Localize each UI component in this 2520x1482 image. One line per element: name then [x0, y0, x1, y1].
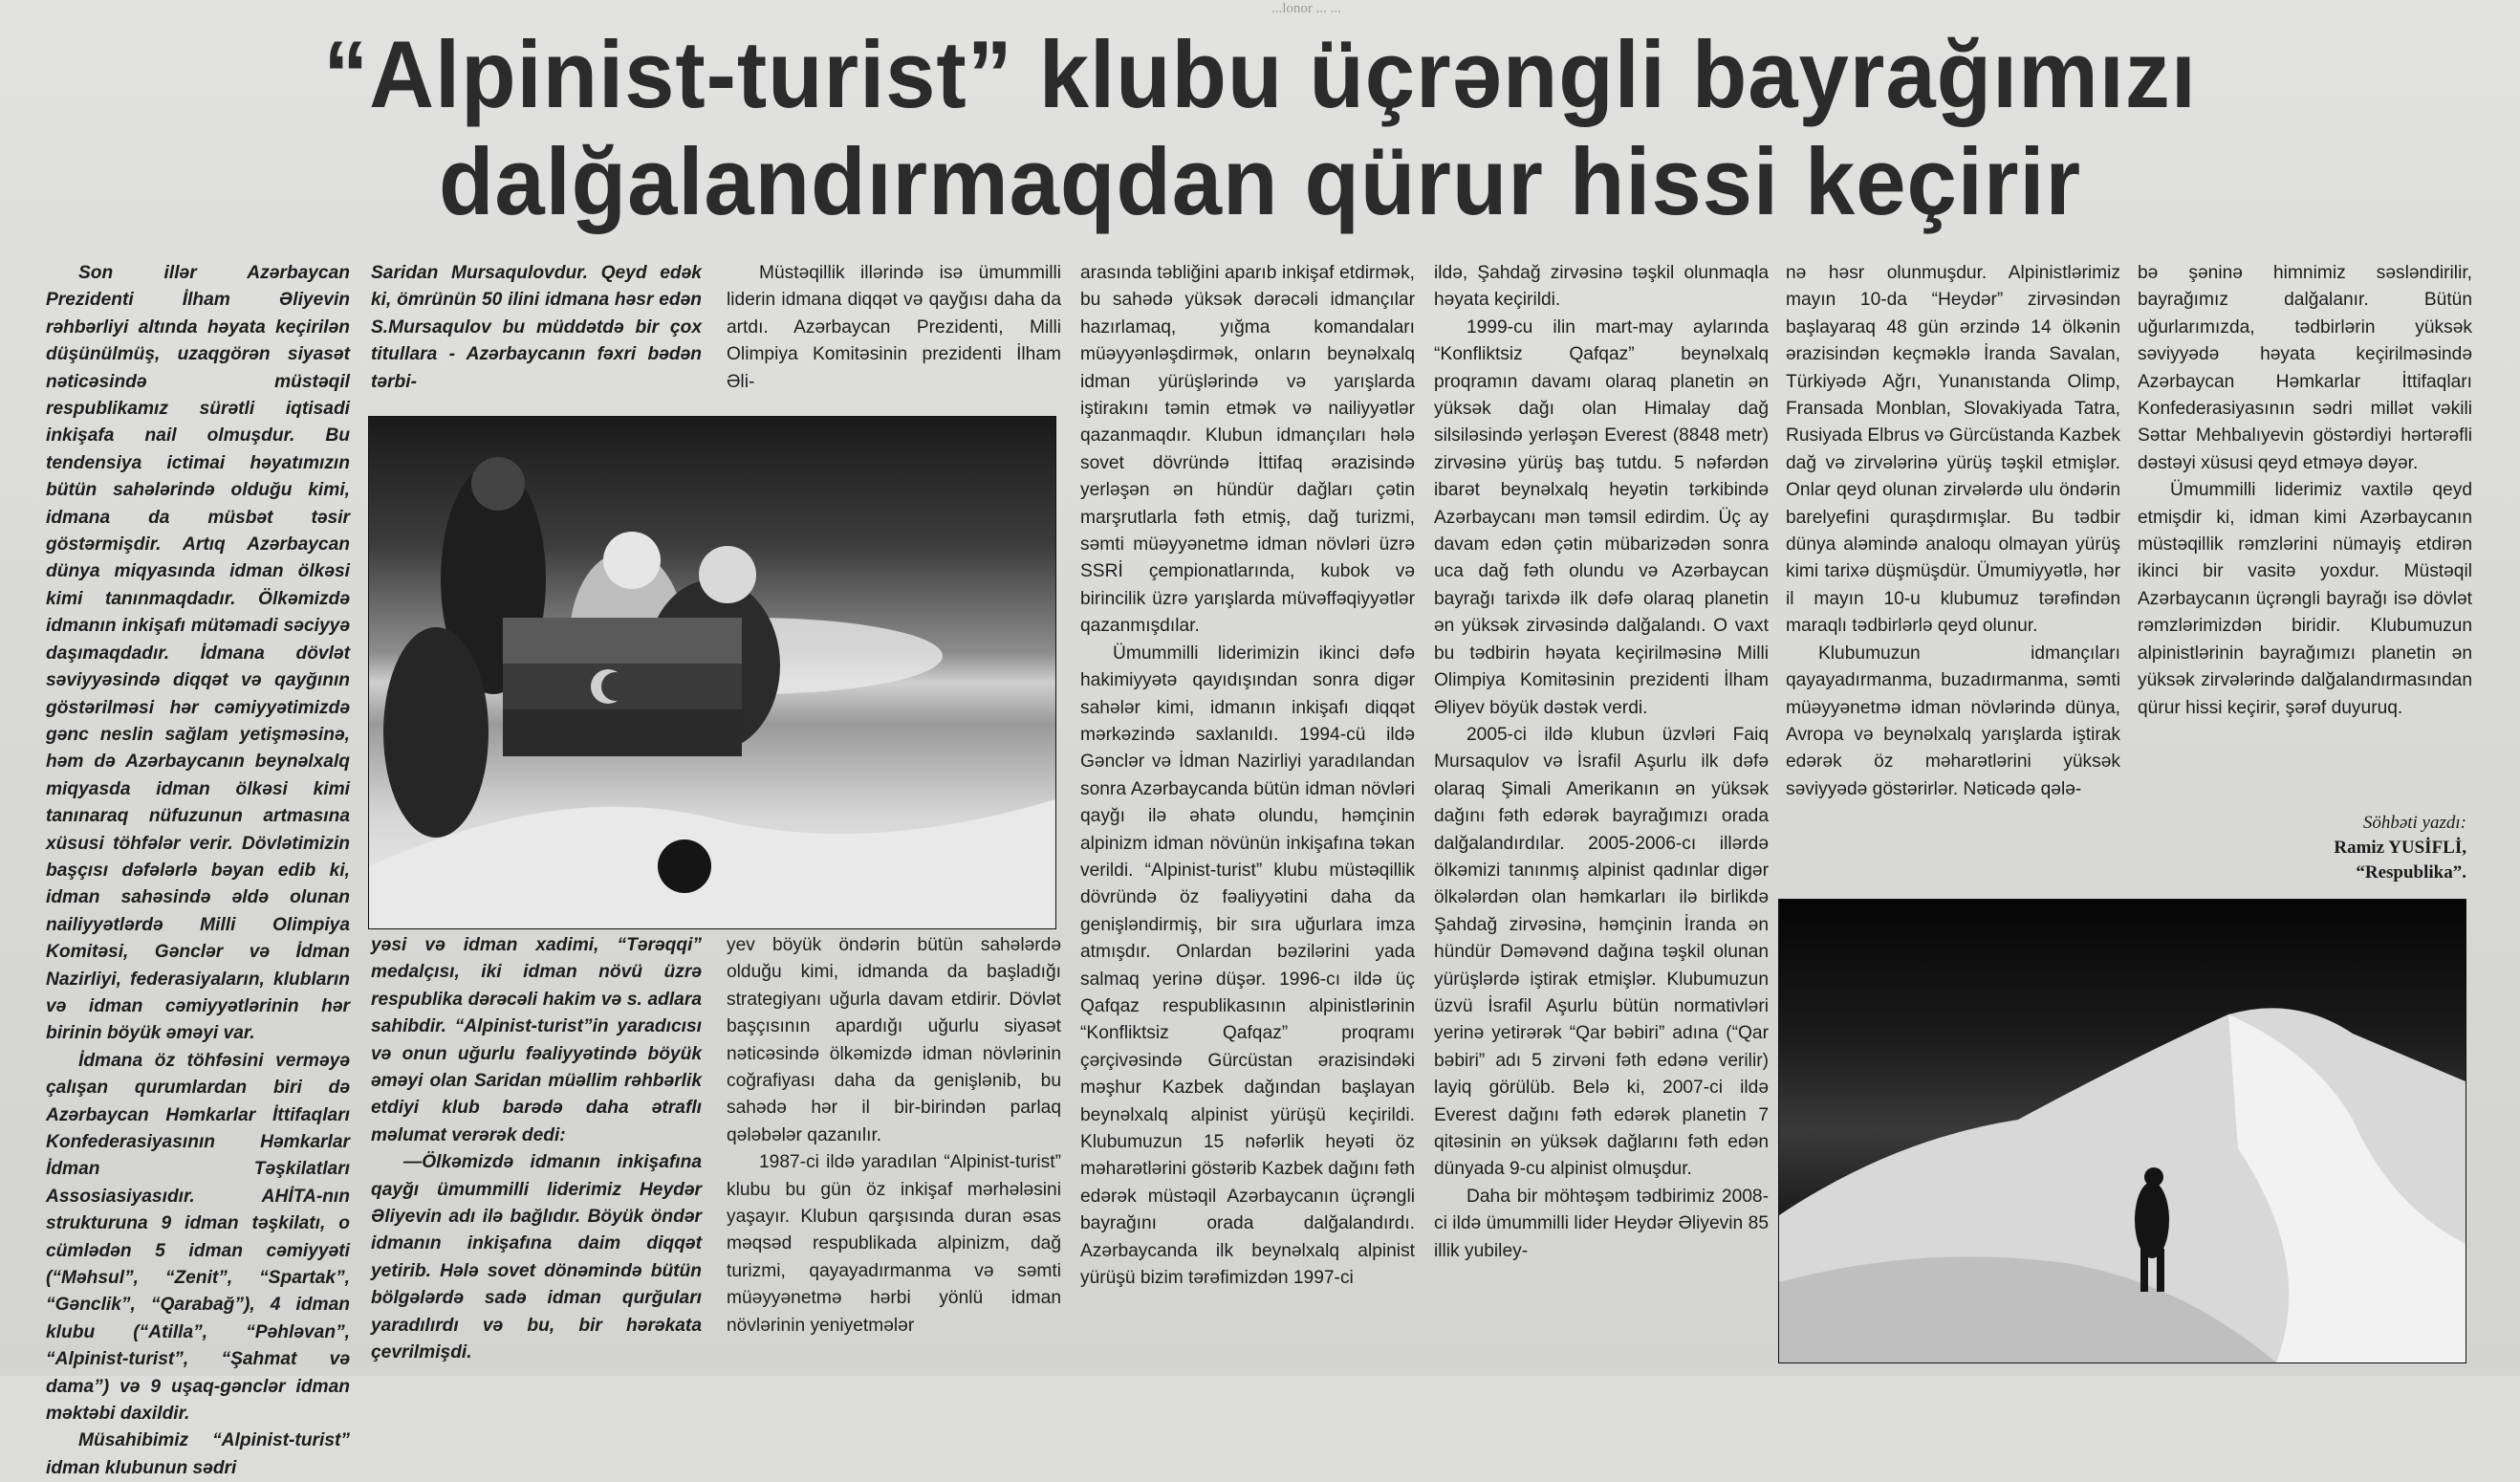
- paragraph: 2005-ci ildə klubun üzvləri Faiq Mursaqulov və İsrafil Aşurlu ilk dəfə olaraq Şimali Amerikanın ən yüksək dağını fəth edərək bayrağımızı orada dalğalandırdılar. 2005-2006-cı illərdə ölkəmizi tanınmış alpinist qadınlar digər ölkələrdən olan həmkarları ilə birlikdə Şahdağ zirvəsinə, həmçinin İranda ən hündür Dəməvənd dağına təşkil olunan yürüşlərdə iştirak etmişlər. Klubumuzun üzvü İsrafil Aşurlu bütün normativləri yerinə yetirərək “Qar bəbiri” adına (“Qar bəbiri” adı 5 zirvəni fəth edənə verilir) layiq görülüb. Belə ki, 2007-ci ildə Everest dağını fəth edərək planetin 7 qitəsinin ən yüksək dağlarını fəth edən dünyada 9-cu alpinist olmuşdur.: [1434, 724, 1769, 1180]
- headline-line-2: dalğalandırmaqdan qürur hissi keçirir: [438, 128, 2082, 234]
- paragraph: Müstəqillik illərində isə ümummilli liderin idmana diqqət və qayğısı daha da artdı. Azərbaycan Prezidenti, Milli Olimpiya Komitəsinin prezidenti İlham Əli-: [727, 263, 1061, 392]
- paragraph: Ümummilli liderimizin ikinci dəfə hakimiyyətə qayıdışından sonra digər sahələr kimi, idmanın inkişafı diqqət mərkəzində saxlanıldı. 1994-cü ildə Gənclər və İdman Nazirliyi yaradılandan sonra Azərbaycanda bütün idman növləri qayğı ilə əhatə olundu, həmçinin alpinizm idman növünün inkişafına təkan verildi. “Alpinist-turist” klubu müstəqillik dövründə öz fəaliyyətini daha da genişləndirmiş, bir sıra uğurlara imza atmışdır. Onlardan bəzilərini yada salmaq yerinə düşər. 1996-cı ildə üç Qafqaz respublikasının alpinistlərinin “Konfliktsiz Qafqaz” proqramı çərçivəsində Gürcüstan ərazisindəki məşhur Kazbek dağından başlayan beynəlxalq alpinist yürüşü keçirildi. Klubumuzun 15 nəfərlik heyəti öz məharətlərini göstərib Kazbek dağını fəth edərək müstəqil Azərbaycanın üçrəngli bayrağını orada dalğalandırdı. Azərbaycanda ilk beynəlxalq alpinist yürüşü bizim tərəfimizdən 1997-ci: [1080, 643, 1415, 1289]
- headline-line-1: “Alpinist-turist” klubu üçrəngli bayrağımızı: [323, 21, 2197, 127]
- paragraph: —Ölkəmizdə idmanın inkişafına qayğı ümummilli liderimiz Heydər Əliyevin adı ilə bağlıdır. Böyük öndər idmanın inkişafına daim diqqət yetirib. Hələ sovet dönəmində bütün bölgələrdə sadə idman qurğuları yaradılırdı və bu, bir hərəkata çevrilmişdi.: [371, 1152, 702, 1363]
- paragraph: Ümummilli liderimiz vaxtilə qeyd etmişdir ki, idman kimi Azərbaycanın müstəqillik rəmzlərini nümayiş etdirən ikinci bir vasitə yoxdur. Müstəqil Azərbaycanın üçrəngli bayrağı isə dövlət rəmzlərimizdən biridir. Klubumuzun alpinistlərinin bayrağımızı planetin ən yüksək zirvələrində dalğalandırmasından qürur hissi keçirir, şərəf duyuruq.: [2138, 480, 2472, 718]
- paragraph: 1999-cu ilin mart-may aylarında “Konfliktsiz Qafqaz” beynəlxalq proqramın davamı olaraq planetin ən yüksək dağı olan Himalay dağ silsiləsində yerləşən Everest (8848 metr) zirvəsinə yürüş baş tutdu. 5 nəfərdən ibarət beynəlxalq heyətin tərkibində Azərbaycanı mən təmsil edirdim. Üç ay davam edən çətin mübarizədən sonra uca dağ fəth olundu və Azərbaycan bayrağı tarixdə ilk dəfə olaraq planetin ən yüksək zirvəsində dalğalandı. O vaxt bu tədbirin həyata keçirilməsinə Milli Olimpiya Komitəsinin prezidenti İlham Əliyev böyük dəstək verdi.: [1434, 316, 1769, 718]
- column-7: [2138, 260, 2472, 805]
- column-2-bottom: [371, 932, 702, 1362]
- paragraph: 1987-ci ildə yaradılan “Alpinist-turist” klubu bu gün öz inkişaf mərhələsini yaşayır. Klubun qarşısında duran əsas məqsəd respublikada alpinizm, dağ turizmi, qayayadırmanma və səmti müəyyənetmə hərbi yönlü idman növlərinin yeniyetmələr: [727, 1152, 1061, 1336]
- paragraph-text: Qeyd edək ki, ömrünün 50 ilini idmana həsr edən S.Mursaqulov bu müddətdə bir çox titullara - Azərbaycanın fəxri bədən tərbi-: [371, 263, 702, 392]
- column-2-top: [371, 260, 702, 394]
- paragraph: bə şəninə himnimiz səsləndirilir, bayrağımız dalğalanır. Bütün uğurlarımızda, tədbirlərin yüksək səviyyədə həyata keçirilməsində Azərbaycan Həmkarlar İttifaqları Konfederasiyasının sədri millət vəkili Səttar Mehbalıyevin göstərdiyi hərtərəfli dəstəyi xüsusi qeyd etməyə dəyər.: [2138, 263, 2472, 473]
- paragraph: arasında təbliğini aparıb inkişaf etdirmək, bu sahədə yüksək dərəcəli idmançılar hazırlamaq, yığma komandaları müəyyənləşdirmək, onların beynəlxalq idman yürüşlərində və yarışlarda iştirakını təmin etmək və nailiyyətlər qazanmaqdır. Klubun idmançıları hələ sovet dövründə İttifaq ərazisində yerləşən ən hündür dağları çətin marşrutlarla fəth etmiş, dağ turizmi, səmti müəyyənetmə idman növləri üzrə SSRİ çempionatlarında, kubok və birincilik üzrə yarışlarda müvəffəqiyyətlər qazanmışdılar.: [1080, 263, 1415, 637]
- paragraph: Müsahibimiz “Alpinist-turist” idman klubunun sədri: [46, 1430, 350, 1478]
- photo-illustration: [1779, 900, 2466, 1362]
- bleed-through-text: ...lonor ... ...: [1271, 1, 1341, 16]
- paragraph: Son illər Azərbaycan Prezidenti İlham Əliyevin rəhbərliyi altında həyata keçirilən düşünülmüş, uzaqgörən siyasət nəticəsində müstəqil respublikamız sürətli iqtisadi inkişafa nail olmuşdur. Bu tendensiya ictimai həyatımızın bütün sahələrində olduğu kimi, idmana da müsbət təsir göstərmişdir. Artıq Azərbaycan dünya miqyasında idman ölkəsi kimi tanınmaqdadır. Ölkəmizdə idmanın inkişafı mütəmadi səciyyə daşımaqdadır. İdmana dövlət səviyyəsində diqqət və qayğının göstərilməsi hər cəmiyyətimizdə gənc neslin sağlam yetişməsinə, həm də Azərbaycanın beynəlxalq miqyasda idman ölkəsi kimi tanınaraq nüfuzunun artmasına xüsusi töhfələr verir. Dövlətimizin başçısı dəfələrlə bəyan edib ki, idman sahəsində əldə olunan nailiyyətlərdə Milli Olimpiya Komitəsi, Gənclər və İdman Nazirliyi, federasiyaların, klubların və idman cəmiyyətlərinin hər birinin böyük əməyi var.: [46, 263, 350, 1044]
- paragraph: [371, 260, 702, 396]
- paragraph: Daha bir möhtəşəm tədbirimiz 2008-ci ildə ümummilli lider Heydər Əliyevin 85 illik yubiley-: [1434, 1186, 1769, 1261]
- paragraph: yev böyük öndərin bütün sahələrdə olduğu kimi, idmanda da başladığı strategiyanı uğurla davam etdirir. Dövlət başçısının apardığı uğurlu siyasət nəticəsində ölkəmizdə idman növlərinin coğrafiyası daha da genişlənib, bu sahədə hər il bir-birindən parlaq qələbələr qazanılır.: [727, 935, 1061, 1145]
- paragraph: Klubumuzun idmançıları qayayadırmanma, buzadırmanma, səmti müəyyənetmə idman növlərində dünya, Avropa və beynəlxalq yarışlarda iştirak edərək öz məharətlərini yüksək səviyyədə göstərirlər. Nəticədə qələ-: [1786, 643, 2120, 799]
- climber-on-snow-ridge-photo: [1778, 899, 2466, 1363]
- headline: [63, 21, 2457, 235]
- column-4: [1080, 260, 1415, 1360]
- paragraph: yəsi və idman xadimi, “Tərəqqi” medalçısı, iki idman növü üzrə respublika dərəcəli hakim və s. adlara sahibdir. “Alpinist-turist”in yaradıcısı və onun uğurlu fəaliyyətində böyük əməyi olan Saridan müəllim rəhbərlik etdiyi klub barədə daha ətraflı məlumat verərək dedi:: [371, 935, 702, 1145]
- column-1: [46, 260, 350, 1478]
- paragraph: nə həsr olunmuşdur. Alpinistlərimiz mayın 10-da “Heydər” zirvəsindən başlayaraq 48 gün ərzində 14 ölkənin ərazisindən keçməklə İranda Savalan, Türkiyədə Ağrı, Yunanıstanda Olimp, Fransada Monblan, Slovakiyada Tatra, Rusiyada Elbrus və Gürcüstanda Kazbek dağ və zirvələrinə yürüş təşkil etmişlər. Onlar qeyd olunan zirvələrdə ulu öndərin barelyefini quraşdırmışlar. Bu tədbir dünya aləmində analoqu olmayan yürüş kimi tarixə düşmüşdür. Ümumiyyətlə, hər il mayın 10-u klubumuz tərəfindən maraqlı tədbirlərlə qeyd olunur.: [1786, 263, 2120, 637]
- column-3-bottom: [727, 932, 1061, 1362]
- byline-paper: “Respublika”.: [2356, 862, 2466, 883]
- byline: [2161, 811, 2466, 885]
- byline-author: Ramiz YUSİFLİ,: [2334, 838, 2466, 858]
- paragraph: İdmana öz töhfəsini verməyə çalışan qurumlardan biri də Azərbaycan Həmkarlar İttifaqları Konfederasiyasının Həmkarlar İdman Təşkilatları Assosiasiyasıdır. AHİTA-nın strukturuna 9 idman təşkilatı, o cümlədən 5 idman cəmiyyəti (“Məhsul”, “Zenit”, “Spartak”, “Gənclik”, “Qarabağ”), 4 idman klubu (“Atilla”, “Pəhləvan”, “Alpinist-turist”, “Şahmat və dama”) və 9 uşaq-gənclər idman məktəbi daxildir.: [46, 1050, 350, 1425]
- photo-illustration: [369, 417, 1055, 928]
- interviewee-name: Saridan Mursaqulovdur.: [371, 263, 588, 283]
- column-5: [1434, 260, 1769, 1360]
- byline-lead: Söhbəti yazdı:: [2362, 813, 2466, 833]
- column-3-top: [727, 260, 1061, 403]
- climbers-with-flag-photo: [368, 416, 1056, 929]
- paragraph: ildə, Şahdağ zirvəsinə təşkil olunmaqla həyata keçirildi.: [1434, 263, 1769, 311]
